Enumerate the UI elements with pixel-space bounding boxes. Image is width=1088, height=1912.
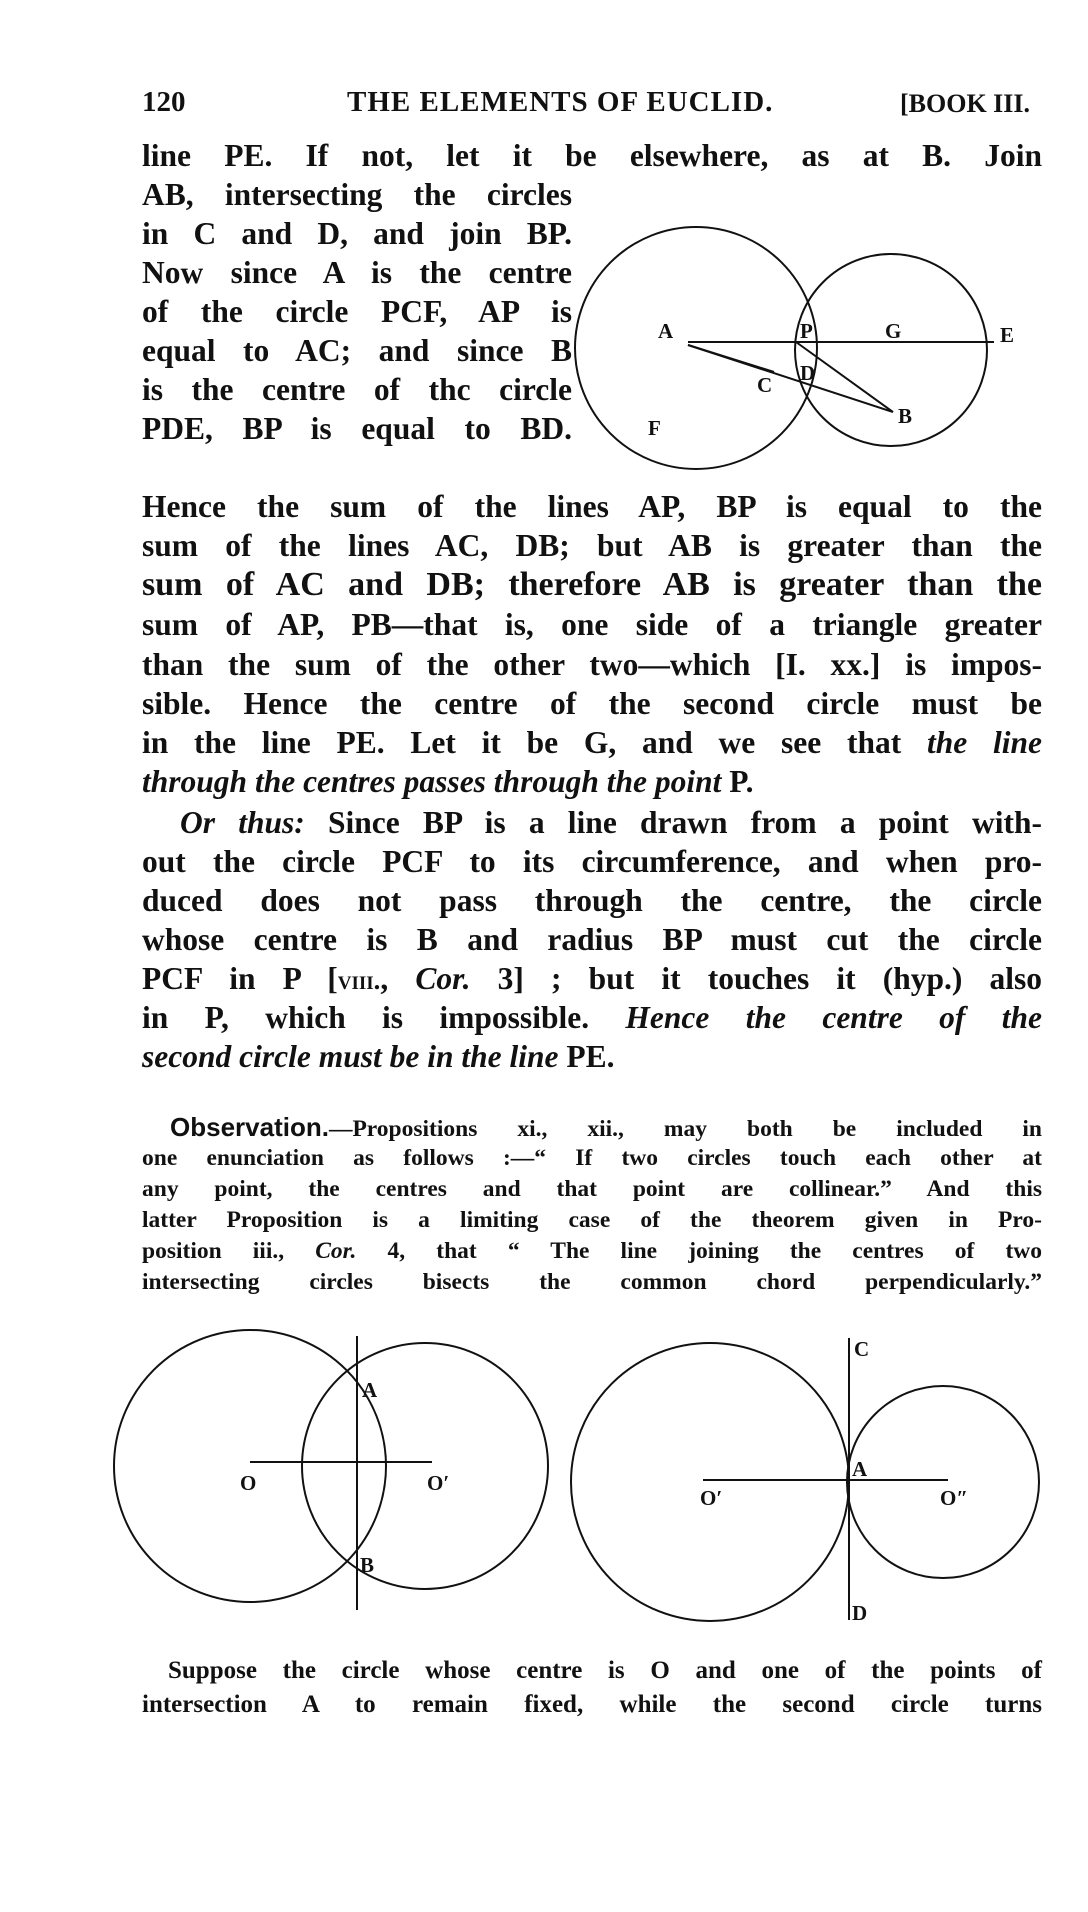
- text-line: out the circle PCF to its circumference, and when pro-: [142, 844, 1042, 879]
- text-line: equal to AC; and since B: [142, 333, 572, 368]
- text-line: Now since A is the centre: [142, 255, 572, 290]
- label-A: A: [362, 1378, 378, 1402]
- text-line: line PE. If not, let it be elsewhere, as at B. Join: [142, 138, 1042, 173]
- label-A: A: [852, 1457, 868, 1481]
- text-line: whose centre is B and radius BP must cut the circle: [142, 922, 1042, 957]
- figure-intersecting-circles: [110, 1325, 560, 1625]
- text-line: is the centre of thc circle: [142, 372, 572, 407]
- label-B: B: [360, 1553, 375, 1577]
- label-C: C: [854, 1337, 870, 1361]
- text-line: Or thus: Since BP is a line drawn from a point with-: [180, 805, 1042, 840]
- running-title: THE ELEMENTS OF EUCLID.: [347, 86, 774, 118]
- label-A: A: [658, 319, 674, 343]
- page-number: 120: [142, 86, 186, 118]
- label-O-prime: O′: [700, 1486, 723, 1510]
- text-line: through the centres passes through the point P.: [142, 764, 754, 799]
- text-line: of the circle PCF, AP is: [142, 294, 572, 329]
- text-line: in P, which is impossible. Hence the centre of the: [142, 1000, 1042, 1035]
- text-line: in the line PE. Let it be G, and we see that the line: [142, 725, 1042, 760]
- label-F: F: [648, 416, 661, 440]
- text-line: intersection A to remain fixed, while the second circle turns: [142, 1691, 1042, 1718]
- text-line: sible. Hence the centre of the second circle must be: [142, 686, 1042, 721]
- label-C: C: [757, 373, 773, 397]
- running-header: [142, 86, 1042, 126]
- text-line: position iii., Cor. 4, that “ The line joining the centres of two: [142, 1238, 1042, 1264]
- text-line: any point, the centres and that point are collinear.” And this: [142, 1176, 1042, 1202]
- label-G: G: [885, 319, 902, 343]
- label-E: E: [1000, 323, 1015, 347]
- text-line: than the sum of the other two—which [I. xx.] is impos-: [142, 647, 1042, 682]
- book-marker: [BOOK III.: [900, 89, 1031, 118]
- text-line: one enunciation as follows :—“ If two circles touch each other at: [142, 1145, 1042, 1171]
- text-line: PCF in P [viii., Cor. 3] ; but it touches it (hyp.) also: [142, 961, 1043, 996]
- text-line: latter Proposition is a limiting case of the theorem given in Pro-: [142, 1207, 1042, 1233]
- label-B: B: [898, 404, 913, 428]
- text-line: second circle must be in the line PE.: [142, 1039, 615, 1074]
- text-line: Suppose the circle whose centre is O and one of the points of: [168, 1657, 1042, 1684]
- figure-touching-circles-proof: [570, 222, 1030, 472]
- text-line: Observation.—Propositions xi., xii., may both be included in: [170, 1112, 1042, 1142]
- text-line: sum of AC and DB; therefore AB is greater than the: [142, 566, 1042, 603]
- label-O-prime: O′: [427, 1471, 450, 1495]
- text-line: sum of the lines AC, DB; but AB is greater than the: [142, 528, 1042, 563]
- figure-tangent-circles: [560, 1330, 1050, 1630]
- label-O-double-prime: O″: [940, 1486, 968, 1510]
- text-line: sum of AP, PB—that is, one side of a triangle greater: [142, 607, 1042, 642]
- text-line: AB, intersecting the circles: [142, 177, 572, 212]
- text-line: duced does not pass through the centre, the circle: [142, 883, 1042, 918]
- label-O: O: [240, 1471, 257, 1495]
- text-line: PDE, BP is equal to BD.: [142, 411, 572, 446]
- text-line: intersecting circles bisects the common chord perpendicularly.”: [142, 1269, 1042, 1295]
- text-line: in C and D, and join BP.: [142, 216, 572, 251]
- text-line: Hence the sum of the lines AP, BP is equal to the: [142, 489, 1042, 524]
- label-D: D: [852, 1601, 868, 1625]
- label-D: D: [800, 361, 816, 385]
- label-P: P: [800, 319, 813, 343]
